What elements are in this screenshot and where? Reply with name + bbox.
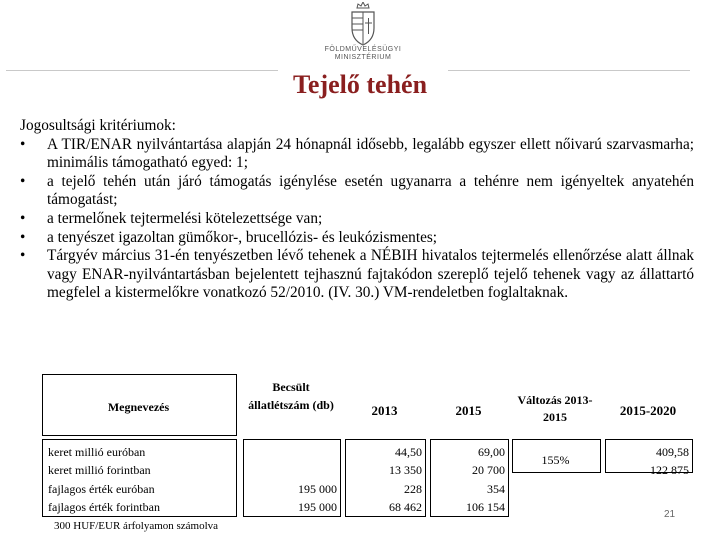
criteria-heading: Jogosultsági kritériumok: [20, 117, 176, 134]
bullet-icon: • [20, 228, 26, 246]
criteria-item-text: a tenyészet igazoltan gümőkor-, brucellózis- és leukózismentes; [47, 228, 438, 246]
criteria-section [20, 117, 694, 303]
header-2013: 2013 [371, 403, 398, 418]
header-estimate: Becsült állatlétszám (db) [248, 380, 334, 412]
ministry-logo [318, 2, 408, 68]
header-2015: 2015 [455, 403, 482, 418]
page-number: 21 [664, 509, 676, 520]
y2015-2020-value: 409,58 [656, 445, 689, 459]
budget-table [42, 372, 694, 534]
criteria-list [20, 136, 694, 303]
y2015-2020-value: 122 875 [650, 463, 689, 477]
y2013-value: 13 350 [389, 463, 422, 477]
header-megnevezes: Megnevezés [107, 400, 170, 414]
y2013-value: 68 462 [389, 500, 422, 514]
change-value: 155% [541, 453, 570, 467]
row-label: keret millió euróban [48, 445, 146, 459]
row-label: keret millió forintban [48, 463, 151, 477]
header-2015-2020: 2015-2020 [619, 403, 677, 418]
criteria-item-text: Tárgyév március 31-én tenyészetben lévő tehenek a NÉBIH hivatalos tejtermelés ellenőrzése alatt állnak vagy ENAR-nyilvántartásban bejelentett tejhasznú fajtakódon szereplő tejelő tehenek vagy az állattartó megfelel a kistermelőkre vonatkozó 52/2010. (IV. 30.) VM-rendeletben foglaltaknak. [47, 247, 694, 302]
list-item [20, 247, 694, 303]
y2015-value: 20 700 [472, 463, 505, 477]
estimate-value: 195 000 [298, 482, 337, 496]
bullet-icon: • [20, 172, 26, 190]
list-item [20, 210, 694, 229]
y2015-value: 354 [487, 482, 505, 496]
y2013-value: 44,50 [395, 445, 422, 459]
list-item [20, 229, 694, 248]
list-item [20, 173, 694, 210]
row-label: fajlagos érték forintban [48, 500, 160, 514]
coat-of-arms-icon [346, 2, 380, 46]
bullet-icon: • [20, 135, 26, 153]
estimate-value: 195 000 [298, 500, 337, 514]
bullet-icon: • [20, 247, 26, 265]
y2013-value: 228 [404, 482, 422, 496]
y2015-value: 69,00 [478, 445, 505, 459]
row-label: fajlagos érték euróban [48, 482, 155, 496]
y2015-value: 106 154 [466, 500, 505, 514]
criteria-item-text: A TIR/ENAR nyilvántartása alapján 24 hónapnál idősebb, legalább egyszer ellett nőivarú szarvasmarha; minimális támogatható egyed: 1; [47, 135, 694, 172]
criteria-item-text: a tejelő tehén után járó támogatás igénylése esetén ugyanarra a tehénre nem igényeltek anyatehén támogatást; [47, 172, 694, 209]
criteria-item-text: a termelőnek tejtermelési kötelezettsége van; [47, 209, 323, 227]
page-title: Tejelő tehén [292, 70, 428, 99]
list-item [20, 136, 694, 173]
table-footnote: 300 HUF/EUR árfolyamon számolva [54, 520, 219, 532]
ministry-name-line2: MINISZTÉRIUM [334, 54, 392, 61]
ministry-name-line1: FÖLDMŰVELÉSÜGYI [324, 46, 402, 53]
bullet-icon: • [20, 209, 26, 227]
header-change: Változás 2013-2015 [517, 393, 593, 424]
